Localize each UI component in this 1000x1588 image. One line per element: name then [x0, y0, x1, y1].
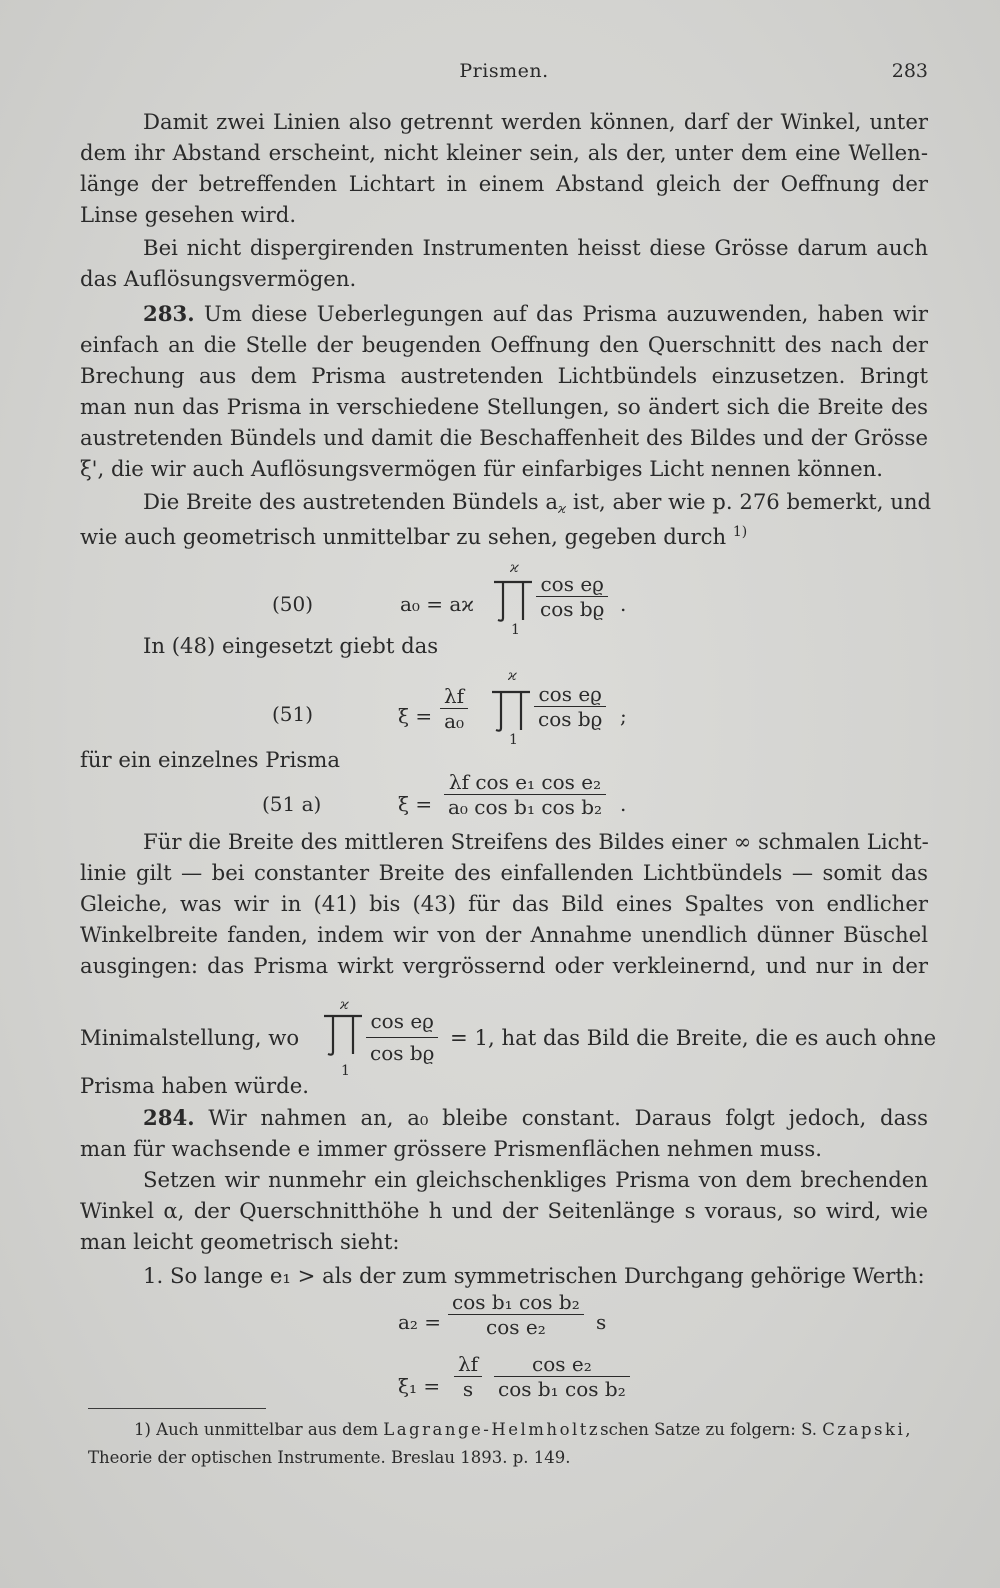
- text-span: = 1, hat das Bild die Breite, die es auch ohne: [450, 1025, 937, 1050]
- text-line: Prisma haben würde.: [80, 1073, 309, 1098]
- text-line: länge der betreffenden Lichtart in einem Abstand gleich der Oeffnung der: [80, 171, 928, 196]
- section-number: 283.: [143, 301, 195, 326]
- text-line: Winkelbreite fanden, indem wir von der Annahme unendlich dünner Büschel: [80, 922, 928, 947]
- fraction: [454, 1352, 482, 1401]
- footnote-reference: 1): [732, 524, 748, 540]
- running-title: Prismen.: [459, 60, 549, 82]
- footnote-divider: [88, 1408, 266, 1409]
- product-upper-limit: ϰ: [510, 560, 519, 576]
- text-line: [80, 298, 928, 329]
- text-span: 1) Auch unmittelbar aus dem: [134, 1420, 384, 1439]
- product-upper-limit: ϰ: [340, 997, 349, 1013]
- text-line: für ein einzelnes Prisma: [80, 747, 341, 772]
- text-span: Um diese Ueberlegungen auf das Prisma auzuwenden, haben wir: [203, 301, 928, 326]
- numerator: cos eϱ: [370, 1009, 434, 1033]
- equation-lhs: a₀ = aϰ: [400, 592, 474, 616]
- section-284: [80, 1102, 928, 1164]
- text-line: In (48) eingesetzt giebt das: [143, 633, 439, 658]
- equation-lhs: ξ =: [398, 704, 433, 728]
- equation-51a: [398, 770, 638, 830]
- text-line: linie gilt — bei constanter Breite des einfallenden Lichtbündels — somit das: [80, 860, 928, 885]
- denominator: s: [454, 1376, 482, 1401]
- punctuation: .: [620, 792, 627, 816]
- equation-50: [400, 560, 640, 640]
- product-lower-limit: 1: [511, 622, 520, 638]
- paragraph-central-band: [80, 826, 928, 981]
- text-line: Linse gesehen wird.: [80, 202, 297, 227]
- text-span: Lagrange-Helmholtz: [383, 1420, 601, 1439]
- equation-lhs: ξ =: [398, 792, 433, 816]
- punctuation: ;: [620, 704, 627, 728]
- equation-51: [398, 668, 658, 752]
- text-span: Die Breite des austretenden Bündels a: [143, 489, 559, 514]
- text-line: Bei nicht dispergirenden Instrumenten heisst diese Grösse darum auch: [143, 235, 928, 260]
- text-line: einfach an die Stelle der beugenden Oeffnung den Querschnitt des nach der: [80, 332, 928, 357]
- text-line: dem ihr Abstand erscheint, nicht kleiner sein, als der, unter dem eine Wellen-: [80, 140, 928, 165]
- equation-a2: [398, 1290, 638, 1348]
- text-line: [80, 1102, 928, 1133]
- denominator: cos b₁ cos b₂: [494, 1376, 630, 1401]
- text-line: das Auflösungsvermögen.: [80, 266, 357, 291]
- text-line: [80, 517, 928, 548]
- denominator: cos bϱ: [534, 706, 606, 731]
- equation-xi1: [398, 1352, 638, 1410]
- equation-lhs: a₂ =: [398, 1310, 442, 1334]
- text-line: austretenden Bündels und damit die Beschaffenheit des Bildes und der Grösse: [80, 425, 928, 450]
- paragraph-instruments: [80, 232, 928, 294]
- equation-number-51: (51): [272, 702, 314, 726]
- text-line: Brechung aus dem Prisma austretenden Lichtbündels einzusetzen. Bringt: [80, 363, 928, 388]
- text-in48: [80, 630, 928, 661]
- text-line: Gleiche, was wir in (41) bis (43) für das Bild eines Spaltes von endlicher: [80, 891, 928, 916]
- text-span: ist, aber wie p. 276 bemerkt, und: [566, 489, 932, 514]
- section-number: 284.: [143, 1105, 195, 1130]
- page-number: 283: [891, 60, 928, 82]
- text-line: Winkel α, der Querschnitthöhe h und der Seitenlänge s voraus, so wird, wie: [80, 1198, 928, 1223]
- equation-number-51a: (51 a): [262, 792, 322, 816]
- paragraph-bundle-width: [80, 486, 932, 550]
- fraction: [366, 1006, 438, 1069]
- numerator: cos eϱ: [538, 682, 602, 706]
- equation-number-50: (50): [272, 592, 314, 616]
- text-line: [80, 486, 932, 517]
- denominator: cos bϱ: [366, 1037, 438, 1069]
- numerator: λf: [458, 1352, 479, 1376]
- minimal-position-line: [80, 990, 937, 1080]
- product-lower-limit: 1: [341, 1063, 350, 1079]
- denominator: a₀: [440, 708, 468, 733]
- footnote: [88, 1416, 928, 1472]
- text-span: schen Satze zu folgern: S.: [600, 1420, 823, 1439]
- paragraph-resolution: [80, 106, 928, 230]
- running-header: [80, 60, 928, 90]
- equation-factor: s: [596, 1310, 607, 1334]
- fraction: [448, 1290, 584, 1339]
- text-line: man leicht geometrisch sieht:: [80, 1229, 400, 1254]
- list-item-1: [80, 1260, 928, 1291]
- punctuation: .: [620, 592, 627, 616]
- numerator: cos e₂: [532, 1352, 592, 1376]
- text-span: Wir nahmen an, a₀ bleibe constant. Daraus folgt jedoch, dass: [208, 1105, 928, 1130]
- text-line: ausgingen: das Prisma wirkt vergrössernd oder verkleinernd, und nur in der: [80, 953, 928, 978]
- footnote-line: Theorie der optischen Instrumente. Breslau 1893. p. 149.: [88, 1448, 571, 1467]
- text-line: 1. So lange e₁ > als der zum symmetrischen Durchgang gehörige Werth:: [143, 1263, 925, 1288]
- text-line: Damit zwei Linien also getrennt werden können, darf der Winkel, unter: [143, 109, 928, 134]
- numerator: λf cos e₁ cos e₂: [448, 770, 602, 794]
- text-line-prism: [80, 1070, 928, 1101]
- fraction: [494, 1352, 630, 1401]
- product-icon: [488, 688, 534, 734]
- text-line: Setzen wir nunmehr ein gleichschenkliges Prisma von dem brechenden: [143, 1167, 928, 1192]
- paragraph-isosceles-prism: [80, 1164, 928, 1257]
- product-lower-limit: 1: [509, 732, 518, 748]
- numerator: cos b₁ cos b₂: [452, 1290, 580, 1314]
- text-line: man nun das Prisma in verschiedene Stellungen, so ändert sich die Breite des: [80, 394, 928, 419]
- denominator: a₀ cos b₁ cos b₂: [444, 794, 606, 819]
- equation-lhs: ξ₁ =: [398, 1374, 441, 1398]
- text-span: Czapski,: [822, 1420, 914, 1439]
- section-283: [80, 298, 928, 484]
- subscript: ϰ: [558, 502, 567, 517]
- product-icon: [320, 1012, 366, 1058]
- denominator: cos bϱ: [536, 596, 608, 621]
- footnote-line: [88, 1416, 928, 1444]
- text-span: wie auch geometrisch unmittelbar zu sehen, gegeben durch: [80, 524, 727, 550]
- fraction: [536, 572, 608, 621]
- fraction: [534, 682, 606, 731]
- text-line: ξ', die wir auch Auflösungsvermögen für einfarbiges Licht nennen können.: [80, 456, 884, 481]
- numerator: λf: [444, 684, 465, 708]
- fraction: [444, 770, 606, 819]
- text-line: Für die Breite des mittleren Streifens des Bildes einer ∞ schmalen Licht-: [143, 829, 929, 854]
- product-upper-limit: ϰ: [508, 668, 517, 684]
- text-span: Minimalstellung, wo: [80, 1025, 300, 1050]
- denominator: cos e₂: [448, 1314, 584, 1339]
- fraction: [440, 684, 468, 733]
- product-icon: [490, 578, 536, 624]
- numerator: cos eϱ: [540, 572, 604, 596]
- text-line: man für wachsende e immer grössere Prismenflächen nehmen muss.: [80, 1136, 822, 1161]
